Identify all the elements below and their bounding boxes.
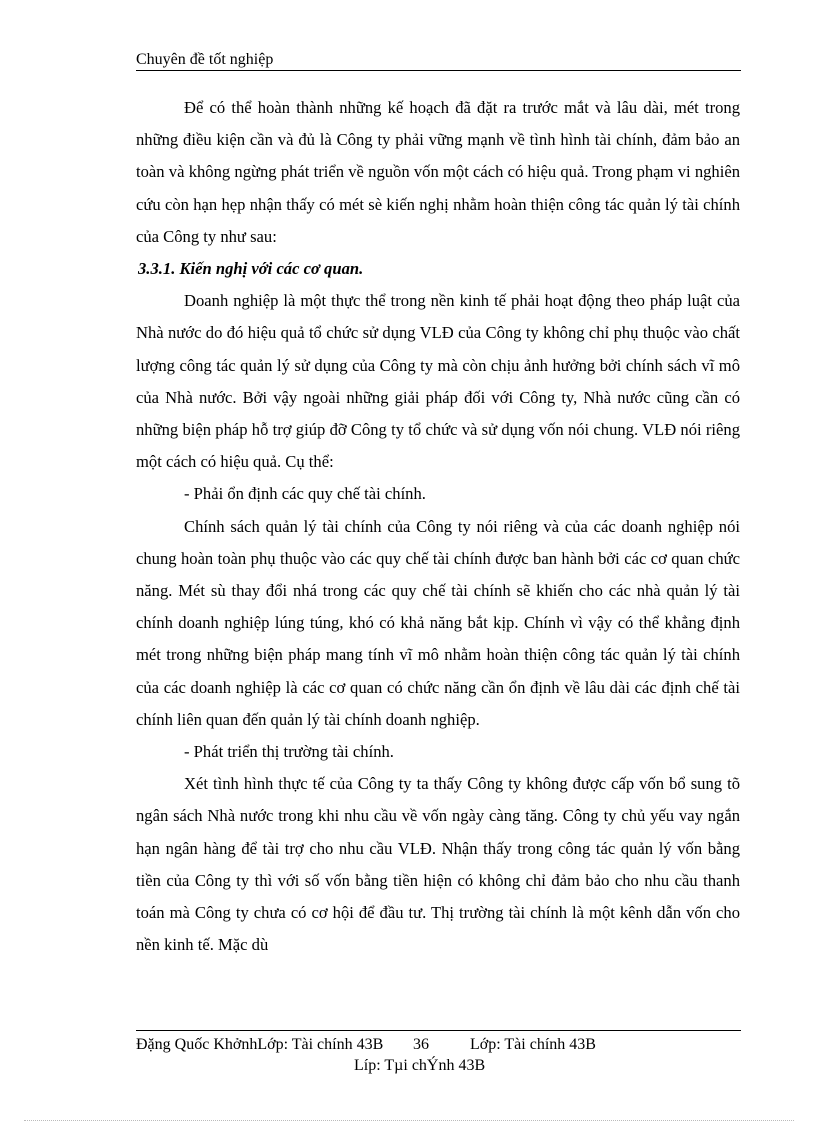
document-body xyxy=(136,92,740,961)
section-heading: 3.3.1. Kiến nghị với các cơ quan. xyxy=(138,259,364,279)
page-number: 36 xyxy=(413,1036,429,1053)
footer-author: Đặng Quốc KhởnhLớp: Tài chính 43B xyxy=(136,1036,384,1053)
paragraph-situation: Xét tình hình thực tế của Công ty ta thấy Công ty không được cấp vốn bổ sung tõ ngân sách Nhà nước trong khi nhu cầu về vốn ngày càng tăng. Công ty chủ yếu vay ngắn hạn ngân hàng để tài trợ cho nhu cầu VLĐ. Nhận thấy trong công tác quản lý vốn bằng tiền của Công ty thì với số vốn bằng tiền hiện có không chỉ đảm bảo cho nhu cầu thanh toán mà Công ty chưa có cơ hội để đầu tư. Thị trường tài chính là một kênh dẫn vốn cho nền kinh tế. Mặc dù xyxy=(136,774,740,955)
bullet-develop-market: - Phát triển thị trường tài chính. xyxy=(184,742,394,762)
bullet-stabilize-regulations: - Phải ổn định các quy chế tài chính. xyxy=(184,484,426,504)
paragraph-enterprise: Doanh nghiệp là một thực thể trong nền kinh tế phải hoạt động theo pháp luật của Nhà nước do đó hiệu quả tổ chức sử dụng VLĐ của Công ty không chỉ phụ thuộc vào chất lượng công tác quản lý sử dụng của Công ty mà còn chịu ảnh hưởng bởi chính sách vĩ mô của Nhà nước. Bởi vậy ngoài những giải pháp đối với Công ty, Nhà nước cũng cần có những biện pháp hỗ trợ giúp đỡ Công ty tổ chức và sử dụng vốn nói chung. VLĐ nói riêng một cách có hiệu quả. Cụ thể: xyxy=(136,291,740,472)
paragraph-policy: Chính sách quản lý tài chính của Công ty nói riêng và của các doanh nghiệp nói chung hoàn toàn phụ thuộc vào các quy chế tài chính được ban hành bởi các cơ quan chức năng. Mét sù thay đổi nhá trong các quy chế tài chính sẽ khiến cho các nhà quản lý tài chính doanh nghiệp lúng túng, khó có khả năng bắt kịp. Chính vì vậy có thể khẳng định mét trong những biện pháp mang tính vĩ mô nhằm hoàn thiện công tác quản lý tài chính của các doanh nghiệp là các cơ quan có chức năng cần ổn định về lâu dài các định chế tài chính liên quan đến quản lý tài chính doanh nghiệp. xyxy=(136,516,740,729)
footer-divider xyxy=(136,1030,741,1031)
footer-class-overlap: Lớp: Tài chính 43B xyxy=(470,1036,596,1053)
page-bottom-edge xyxy=(24,1120,794,1121)
paragraph-intro: Để có thể hoàn thành những kế hoạch đã đặt ra trước mắt và lâu dài, mét trong những điều kiện cần và đủ là Công ty phải vững mạnh về tình hình tài chính, đảm bảo an toàn và không ngừng phát triển về nguồn vốn một cách có hiệu quả. Trong phạm vi nghiên cứu còn hạn hẹp nhận thấy có mét sè kiến nghị nhằm hoàn thiện công tác quản lý tài chính của Công ty như sau: xyxy=(136,98,740,246)
footer-class: Líp: Tµi chÝnh 43B xyxy=(354,1057,486,1074)
page-header: Chuyên đề tốt nghiệp xyxy=(136,51,274,68)
header-divider xyxy=(136,70,741,71)
